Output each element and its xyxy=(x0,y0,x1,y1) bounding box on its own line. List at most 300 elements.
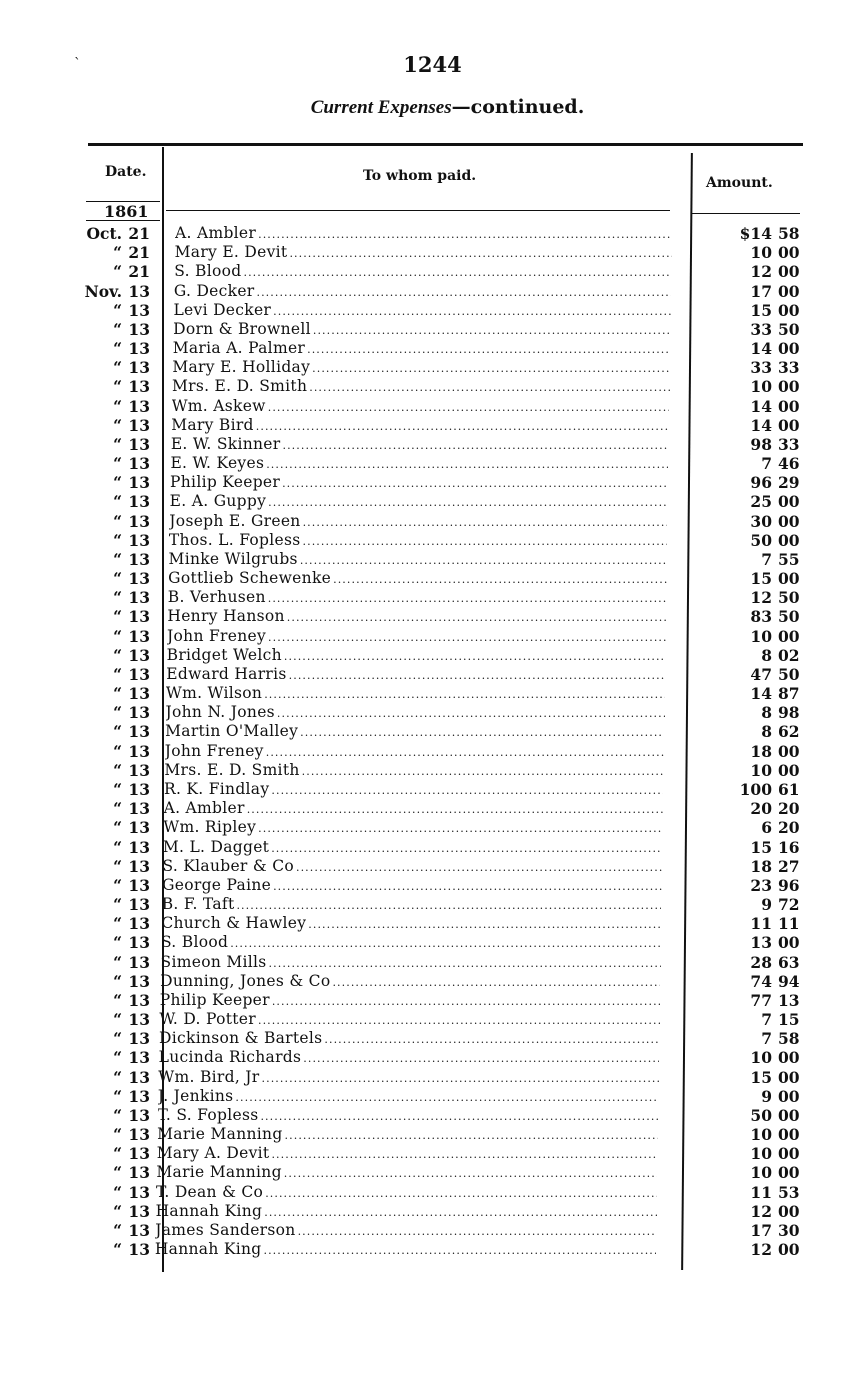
amount-dollars: 100 xyxy=(739,779,772,799)
table-row xyxy=(0,1144,865,1163)
amount-dollars: 14 xyxy=(750,339,772,359)
payee-name: E. A. Guppy . . . xyxy=(170,492,668,511)
date-month: “ xyxy=(113,530,122,550)
amount-dollars: 50 xyxy=(750,530,772,550)
date-day: 13 xyxy=(128,358,150,378)
date-day: 13 xyxy=(128,588,150,608)
amount-cents: 94 xyxy=(778,971,800,991)
amount-dollars: 30 xyxy=(750,511,772,531)
amount-cents: 02 xyxy=(778,645,800,665)
amount-cents: 00 xyxy=(778,569,800,589)
amount-dollars: 7 xyxy=(761,1029,772,1049)
table-row xyxy=(0,742,865,761)
amount-dollars: 15 xyxy=(750,837,772,857)
date-month: “ xyxy=(113,511,122,531)
table-row xyxy=(0,991,865,1010)
stray-print-mark: ` xyxy=(74,56,81,72)
table-row xyxy=(0,1125,865,1144)
payee-name: Marie Manning . . . xyxy=(157,1125,658,1144)
date-month: “ xyxy=(113,703,122,723)
date-month: “ xyxy=(113,741,122,761)
amount-cents: 16 xyxy=(778,837,800,857)
payee-name: George Paine . . . xyxy=(162,876,662,895)
amount-cents: 50 xyxy=(778,319,800,339)
payee-name: G. Decker . . . xyxy=(174,282,671,301)
table-row xyxy=(0,282,865,301)
date-day: 21 xyxy=(128,224,150,243)
date-day: 13 xyxy=(128,530,150,550)
table-row xyxy=(0,1010,865,1029)
table-top-rule xyxy=(88,143,803,146)
payee-name: Wm. Bird, Jr . . . xyxy=(158,1068,659,1087)
date-day: 13 xyxy=(128,914,150,934)
amount-cents: 00 xyxy=(778,1086,800,1106)
amount-cents: 11 xyxy=(778,914,800,934)
amount-dollars: 10 xyxy=(750,626,772,646)
payee-name: Mary E. Holliday . . . xyxy=(172,358,670,377)
payee-name: S. Blood . . . xyxy=(174,262,671,281)
amount-dollars: 8 xyxy=(761,645,772,665)
amount-dollars: 20 xyxy=(750,799,772,819)
payee-name: B. F. Taft . . . xyxy=(162,895,662,914)
table-row xyxy=(0,818,865,837)
amount-cents: 00 xyxy=(778,1144,800,1164)
table-row xyxy=(0,262,865,281)
payee-name: Gottlieb Schewenke . . . xyxy=(168,569,666,588)
table-row xyxy=(0,1068,865,1087)
amount-dollars: 18 xyxy=(750,741,772,761)
amount-cents: 62 xyxy=(778,722,800,742)
date-day: 13 xyxy=(128,1182,150,1202)
date-month: Oct. xyxy=(86,224,122,243)
payee-name: Mrs. E. D. Smith . . . xyxy=(164,761,663,780)
date-month: “ xyxy=(113,875,122,895)
payee-name: Church & Hawley . . . xyxy=(161,914,661,933)
amount-cents: 20 xyxy=(778,799,800,819)
date-month: “ xyxy=(113,818,122,838)
amount-dollars: 18 xyxy=(750,856,772,876)
date-month: “ xyxy=(113,914,122,934)
date-month: “ xyxy=(113,933,122,953)
table-row xyxy=(0,1029,865,1048)
amount-cents: 87 xyxy=(778,684,800,704)
date-day: 13 xyxy=(128,741,150,761)
payee-name: S. Klauber & Co . . . xyxy=(162,857,662,876)
table-row xyxy=(0,780,865,799)
date-month: “ xyxy=(113,1105,122,1125)
payee-name: Henry Hanson . . . xyxy=(167,607,666,626)
date-month: “ xyxy=(113,971,122,991)
table-row xyxy=(0,243,865,262)
date-month: “ xyxy=(113,1048,122,1068)
table-row xyxy=(0,301,865,320)
date-month: “ xyxy=(113,492,122,512)
heading-italic: Current Expenses xyxy=(310,97,452,118)
amount-dollars: 15 xyxy=(750,300,772,320)
amount-column-header: Amount. xyxy=(706,175,773,191)
amount-cents: 61 xyxy=(778,779,800,799)
payee-name: Wm. Askew . . . xyxy=(172,397,670,416)
amount-dollars: 15 xyxy=(750,1067,772,1087)
amount-cents: 33 xyxy=(778,358,800,378)
date-day: 13 xyxy=(128,1144,150,1164)
date-month: “ xyxy=(113,549,122,569)
date-day: 13 xyxy=(128,837,150,857)
date-day: 13 xyxy=(128,875,150,895)
amount-cents: 50 xyxy=(778,607,800,627)
date-day: 13 xyxy=(128,415,150,435)
date-month: “ xyxy=(113,434,122,454)
payee-name: Wm. Wilson . . . xyxy=(166,684,665,703)
date-day: 13 xyxy=(128,569,150,589)
date-month: “ xyxy=(113,319,122,339)
payee-name: Edward Harris . . . xyxy=(166,665,665,684)
amount-dollars: 83 xyxy=(750,607,772,627)
date-day: 13 xyxy=(128,1067,150,1087)
table-row xyxy=(0,435,865,454)
payee-name: James Sanderson . . . xyxy=(155,1221,656,1240)
date-day: 13 xyxy=(128,1010,150,1030)
date-month: “ xyxy=(113,262,122,282)
amount-dollars: 12 xyxy=(750,262,772,282)
payee-name: T. Dean & Co . . . xyxy=(156,1183,657,1202)
date-day: 13 xyxy=(128,760,150,780)
amount-dollars: 17 xyxy=(750,1220,772,1240)
table-row xyxy=(0,1163,865,1182)
payee-name: W. D. Potter . . . xyxy=(159,1010,659,1029)
table-row xyxy=(0,1048,865,1067)
amount-dollars: 12 xyxy=(750,1240,772,1260)
payee-name: Mrs. E. D. Smith . . . xyxy=(172,377,670,396)
amount-cents: 58 xyxy=(778,1029,800,1049)
table-row xyxy=(0,320,865,339)
date-day: 13 xyxy=(128,933,150,953)
amount-cents: 00 xyxy=(778,492,800,512)
amount-cents: 46 xyxy=(778,454,800,474)
amount-cents: 00 xyxy=(778,626,800,646)
amount-dollars: 10 xyxy=(750,1048,772,1068)
payee-name: Philip Keeper . . . xyxy=(170,473,668,492)
amount-cents: 00 xyxy=(778,300,800,320)
table-row xyxy=(0,857,865,876)
amount-dollars: 10 xyxy=(750,243,772,263)
date-month: “ xyxy=(113,396,122,416)
date-month: “ xyxy=(113,358,122,378)
date-day: 13 xyxy=(128,722,150,742)
amount-dollars: 14 xyxy=(750,415,772,435)
payee-name: Mary Bird . . . xyxy=(171,416,669,435)
table-row xyxy=(0,377,865,396)
date-month: “ xyxy=(113,473,122,493)
date-day: 13 xyxy=(128,511,150,531)
date-month: Nov. xyxy=(84,281,122,301)
amount-dollars: 13 xyxy=(750,933,772,953)
date-day: 13 xyxy=(128,1125,150,1145)
amount-cents: 00 xyxy=(778,415,800,435)
date-day: 13 xyxy=(128,1086,150,1106)
date-month: “ xyxy=(113,1086,122,1106)
amount-dollars: 12 xyxy=(750,588,772,608)
date-day: 21 xyxy=(128,262,150,282)
date-day: 13 xyxy=(128,895,150,915)
date-month: “ xyxy=(113,300,122,320)
amount-cents: 00 xyxy=(778,741,800,761)
amount-dollars: 12 xyxy=(750,1201,772,1221)
table-row xyxy=(0,838,865,857)
payee-name: B. Verhusen . . . xyxy=(168,588,667,607)
amount-cents: 58 xyxy=(778,224,800,243)
table-row xyxy=(0,550,865,569)
table-row xyxy=(0,492,865,511)
table-row xyxy=(0,1202,865,1221)
ledger-rows xyxy=(0,224,865,1259)
amount-cents: 72 xyxy=(778,895,800,915)
date-day: 13 xyxy=(128,492,150,512)
table-row xyxy=(0,1221,865,1240)
date-day: 13 xyxy=(128,684,150,704)
table-row xyxy=(0,646,865,665)
table-row xyxy=(0,914,865,933)
amount-cents: 00 xyxy=(778,377,800,397)
table-row xyxy=(0,1183,865,1202)
date-month: “ xyxy=(113,569,122,589)
date-month: “ xyxy=(113,722,122,742)
date-month: “ xyxy=(113,1182,122,1202)
payee-name: Hannah King . . . xyxy=(156,1202,657,1221)
amount-dollars: 11 xyxy=(750,1182,772,1202)
date-day: 13 xyxy=(128,703,150,723)
payee-name: Philip Keeper . . . xyxy=(160,991,660,1010)
payee-name: Wm. Ripley . . . xyxy=(163,818,662,837)
amount-dollars: 47 xyxy=(750,664,772,684)
amount-cents: 00 xyxy=(778,511,800,531)
amount-dollars: $14 xyxy=(739,224,772,243)
payee-name: T. S. Fopless . . . xyxy=(158,1106,659,1125)
amount-dollars: 9 xyxy=(761,895,772,915)
amount-cents: 00 xyxy=(778,243,800,263)
date-month: “ xyxy=(113,664,122,684)
payee-name: Simeon Mills . . . xyxy=(161,953,661,972)
table-row xyxy=(0,876,865,895)
table-row xyxy=(0,953,865,972)
date-day: 13 xyxy=(128,799,150,819)
table-row xyxy=(0,397,865,416)
payee-name: Mary E. Devit . . . xyxy=(175,243,672,262)
date-day: 13 xyxy=(128,300,150,320)
date-month: “ xyxy=(113,377,122,397)
date-day: 13 xyxy=(128,434,150,454)
header-rule-payee xyxy=(166,210,670,211)
table-row xyxy=(0,1106,865,1125)
amount-cents: 00 xyxy=(778,1105,800,1125)
date-day: 13 xyxy=(128,990,150,1010)
table-row xyxy=(0,416,865,435)
amount-dollars: 11 xyxy=(750,914,772,934)
heading-continued: —continued. xyxy=(451,96,585,118)
date-month: “ xyxy=(113,454,122,474)
amount-dollars: 10 xyxy=(750,377,772,397)
date-day: 13 xyxy=(128,856,150,876)
date-month: “ xyxy=(113,856,122,876)
date-day: 13 xyxy=(128,607,150,627)
amount-cents: 29 xyxy=(778,473,800,493)
date-month: “ xyxy=(113,684,122,704)
date-month: “ xyxy=(113,607,122,627)
amount-dollars: 50 xyxy=(750,1105,772,1125)
amount-dollars: 77 xyxy=(750,990,772,1010)
date-day: 13 xyxy=(128,473,150,493)
amount-cents: 27 xyxy=(778,856,800,876)
date-month: “ xyxy=(113,895,122,915)
date-month: “ xyxy=(113,1240,122,1260)
amount-dollars: 14 xyxy=(750,684,772,704)
amount-cents: 20 xyxy=(778,818,800,838)
table-row xyxy=(0,799,865,818)
date-month: “ xyxy=(113,837,122,857)
payee-name: Levi Decker . . . xyxy=(173,301,670,320)
date-month: “ xyxy=(113,1144,122,1164)
payee-name: John Freney . . . xyxy=(167,627,666,646)
date-day: 13 xyxy=(128,396,150,416)
amount-dollars: 7 xyxy=(761,1010,772,1030)
date-day: 13 xyxy=(128,1220,150,1240)
amount-dollars: 25 xyxy=(750,492,772,512)
amount-cents: 96 xyxy=(778,875,800,895)
payee-name: John Freney . . . xyxy=(165,742,664,761)
date-month: “ xyxy=(113,1163,122,1183)
amount-dollars: 15 xyxy=(750,569,772,589)
date-day: 13 xyxy=(128,971,150,991)
amount-dollars: 33 xyxy=(750,319,772,339)
date-month: “ xyxy=(113,1220,122,1240)
date-day: 13 xyxy=(128,952,150,972)
amount-cents: 55 xyxy=(778,549,800,569)
table-row xyxy=(0,895,865,914)
amount-cents: 00 xyxy=(778,262,800,282)
payee-name: E. W. Keyes . . . xyxy=(170,454,668,473)
payee-name: Thos. L. Fopless . . . xyxy=(169,531,667,550)
payee-name: Joseph E. Green . . . xyxy=(169,512,667,531)
date-column-header: Date. xyxy=(105,164,147,180)
date-month: “ xyxy=(113,1067,122,1087)
year-label: 1861 xyxy=(104,202,149,221)
date-month: “ xyxy=(113,779,122,799)
amount-dollars: 9 xyxy=(761,1086,772,1106)
date-month: “ xyxy=(113,1029,122,1049)
payee-name: Dickinson & Bartels . . . xyxy=(159,1029,659,1048)
amount-cents: 00 xyxy=(778,1125,800,1145)
date-month: “ xyxy=(113,1125,122,1145)
date-day: 13 xyxy=(128,454,150,474)
date-day: 13 xyxy=(128,319,150,339)
date-month: “ xyxy=(113,645,122,665)
table-row xyxy=(0,339,865,358)
amount-cents: 00 xyxy=(778,1048,800,1068)
date-day: 13 xyxy=(128,1105,150,1125)
table-row xyxy=(0,588,865,607)
amount-cents: 50 xyxy=(778,588,800,608)
amount-dollars: 7 xyxy=(761,549,772,569)
payee-name: M. L. Dagget . . . xyxy=(163,838,663,857)
amount-cents: 00 xyxy=(778,1163,800,1183)
amount-cents: 13 xyxy=(778,990,800,1010)
table-row xyxy=(0,703,865,722)
date-day: 13 xyxy=(128,377,150,397)
payee-name: Lucinda Richards . . . xyxy=(159,1048,659,1067)
amount-cents: 00 xyxy=(778,760,800,780)
table-row xyxy=(0,358,865,377)
amount-cents: 00 xyxy=(778,933,800,953)
amount-dollars: 10 xyxy=(750,1144,772,1164)
date-day: 13 xyxy=(128,281,150,301)
payee-name: Mary A. Devit . . . xyxy=(157,1144,658,1163)
payee-name: S. Blood . . . xyxy=(161,933,661,952)
date-month: “ xyxy=(113,799,122,819)
payee-name: John N. Jones . . . xyxy=(166,703,665,722)
table-row xyxy=(0,454,865,473)
amount-cents: 00 xyxy=(778,339,800,359)
table-row xyxy=(0,665,865,684)
payee-name: J. Jenkins . . . xyxy=(158,1087,659,1106)
payee-name: Martin O'Malley . . . xyxy=(165,722,664,741)
date-day: 13 xyxy=(128,1240,150,1260)
table-row xyxy=(0,473,865,492)
payee-name: Maria A. Palmer . . . xyxy=(173,339,670,358)
table-row xyxy=(0,512,865,531)
amount-cents: 98 xyxy=(778,703,800,723)
date-month: “ xyxy=(113,243,122,263)
amount-dollars: 17 xyxy=(750,281,772,301)
date-month: “ xyxy=(113,626,122,646)
amount-dollars: 28 xyxy=(750,952,772,972)
date-month: “ xyxy=(113,588,122,608)
payee-name: A. Ambler . . . xyxy=(175,224,672,243)
table-row xyxy=(0,627,865,646)
date-day: 13 xyxy=(128,779,150,799)
date-month: “ xyxy=(113,760,122,780)
amount-cents: 53 xyxy=(778,1182,800,1202)
amount-dollars: 10 xyxy=(750,760,772,780)
amount-dollars: 10 xyxy=(750,1163,772,1183)
amount-dollars: 96 xyxy=(750,473,772,493)
amount-cents: 00 xyxy=(778,1201,800,1221)
date-day: 21 xyxy=(128,243,150,263)
amount-cents: 33 xyxy=(778,434,800,454)
amount-dollars: 6 xyxy=(761,818,772,838)
date-day: 13 xyxy=(128,818,150,838)
amount-dollars: 14 xyxy=(750,396,772,416)
amount-cents: 15 xyxy=(778,1010,800,1030)
table-row xyxy=(0,1087,865,1106)
payee-name: Dorn & Brownell . . . xyxy=(173,320,670,339)
amount-dollars: 33 xyxy=(750,358,772,378)
amount-dollars: 7 xyxy=(761,454,772,474)
payee-name: Marie Manning . . . xyxy=(156,1163,657,1182)
payee-name: A. Ambler . . . xyxy=(164,799,663,818)
date-day: 13 xyxy=(128,1029,150,1049)
payee-name: Hannah King . . . xyxy=(155,1240,656,1259)
payee-name: E. W. Skinner . . . xyxy=(171,435,669,454)
amount-cents: 00 xyxy=(778,530,800,550)
amount-cents: 00 xyxy=(778,396,800,416)
table-row xyxy=(0,224,865,243)
date-month: “ xyxy=(113,990,122,1010)
table-row xyxy=(0,531,865,550)
table-row xyxy=(0,569,865,588)
date-month: “ xyxy=(113,1201,122,1221)
date-day: 13 xyxy=(128,645,150,665)
amount-dollars: 74 xyxy=(750,971,772,991)
